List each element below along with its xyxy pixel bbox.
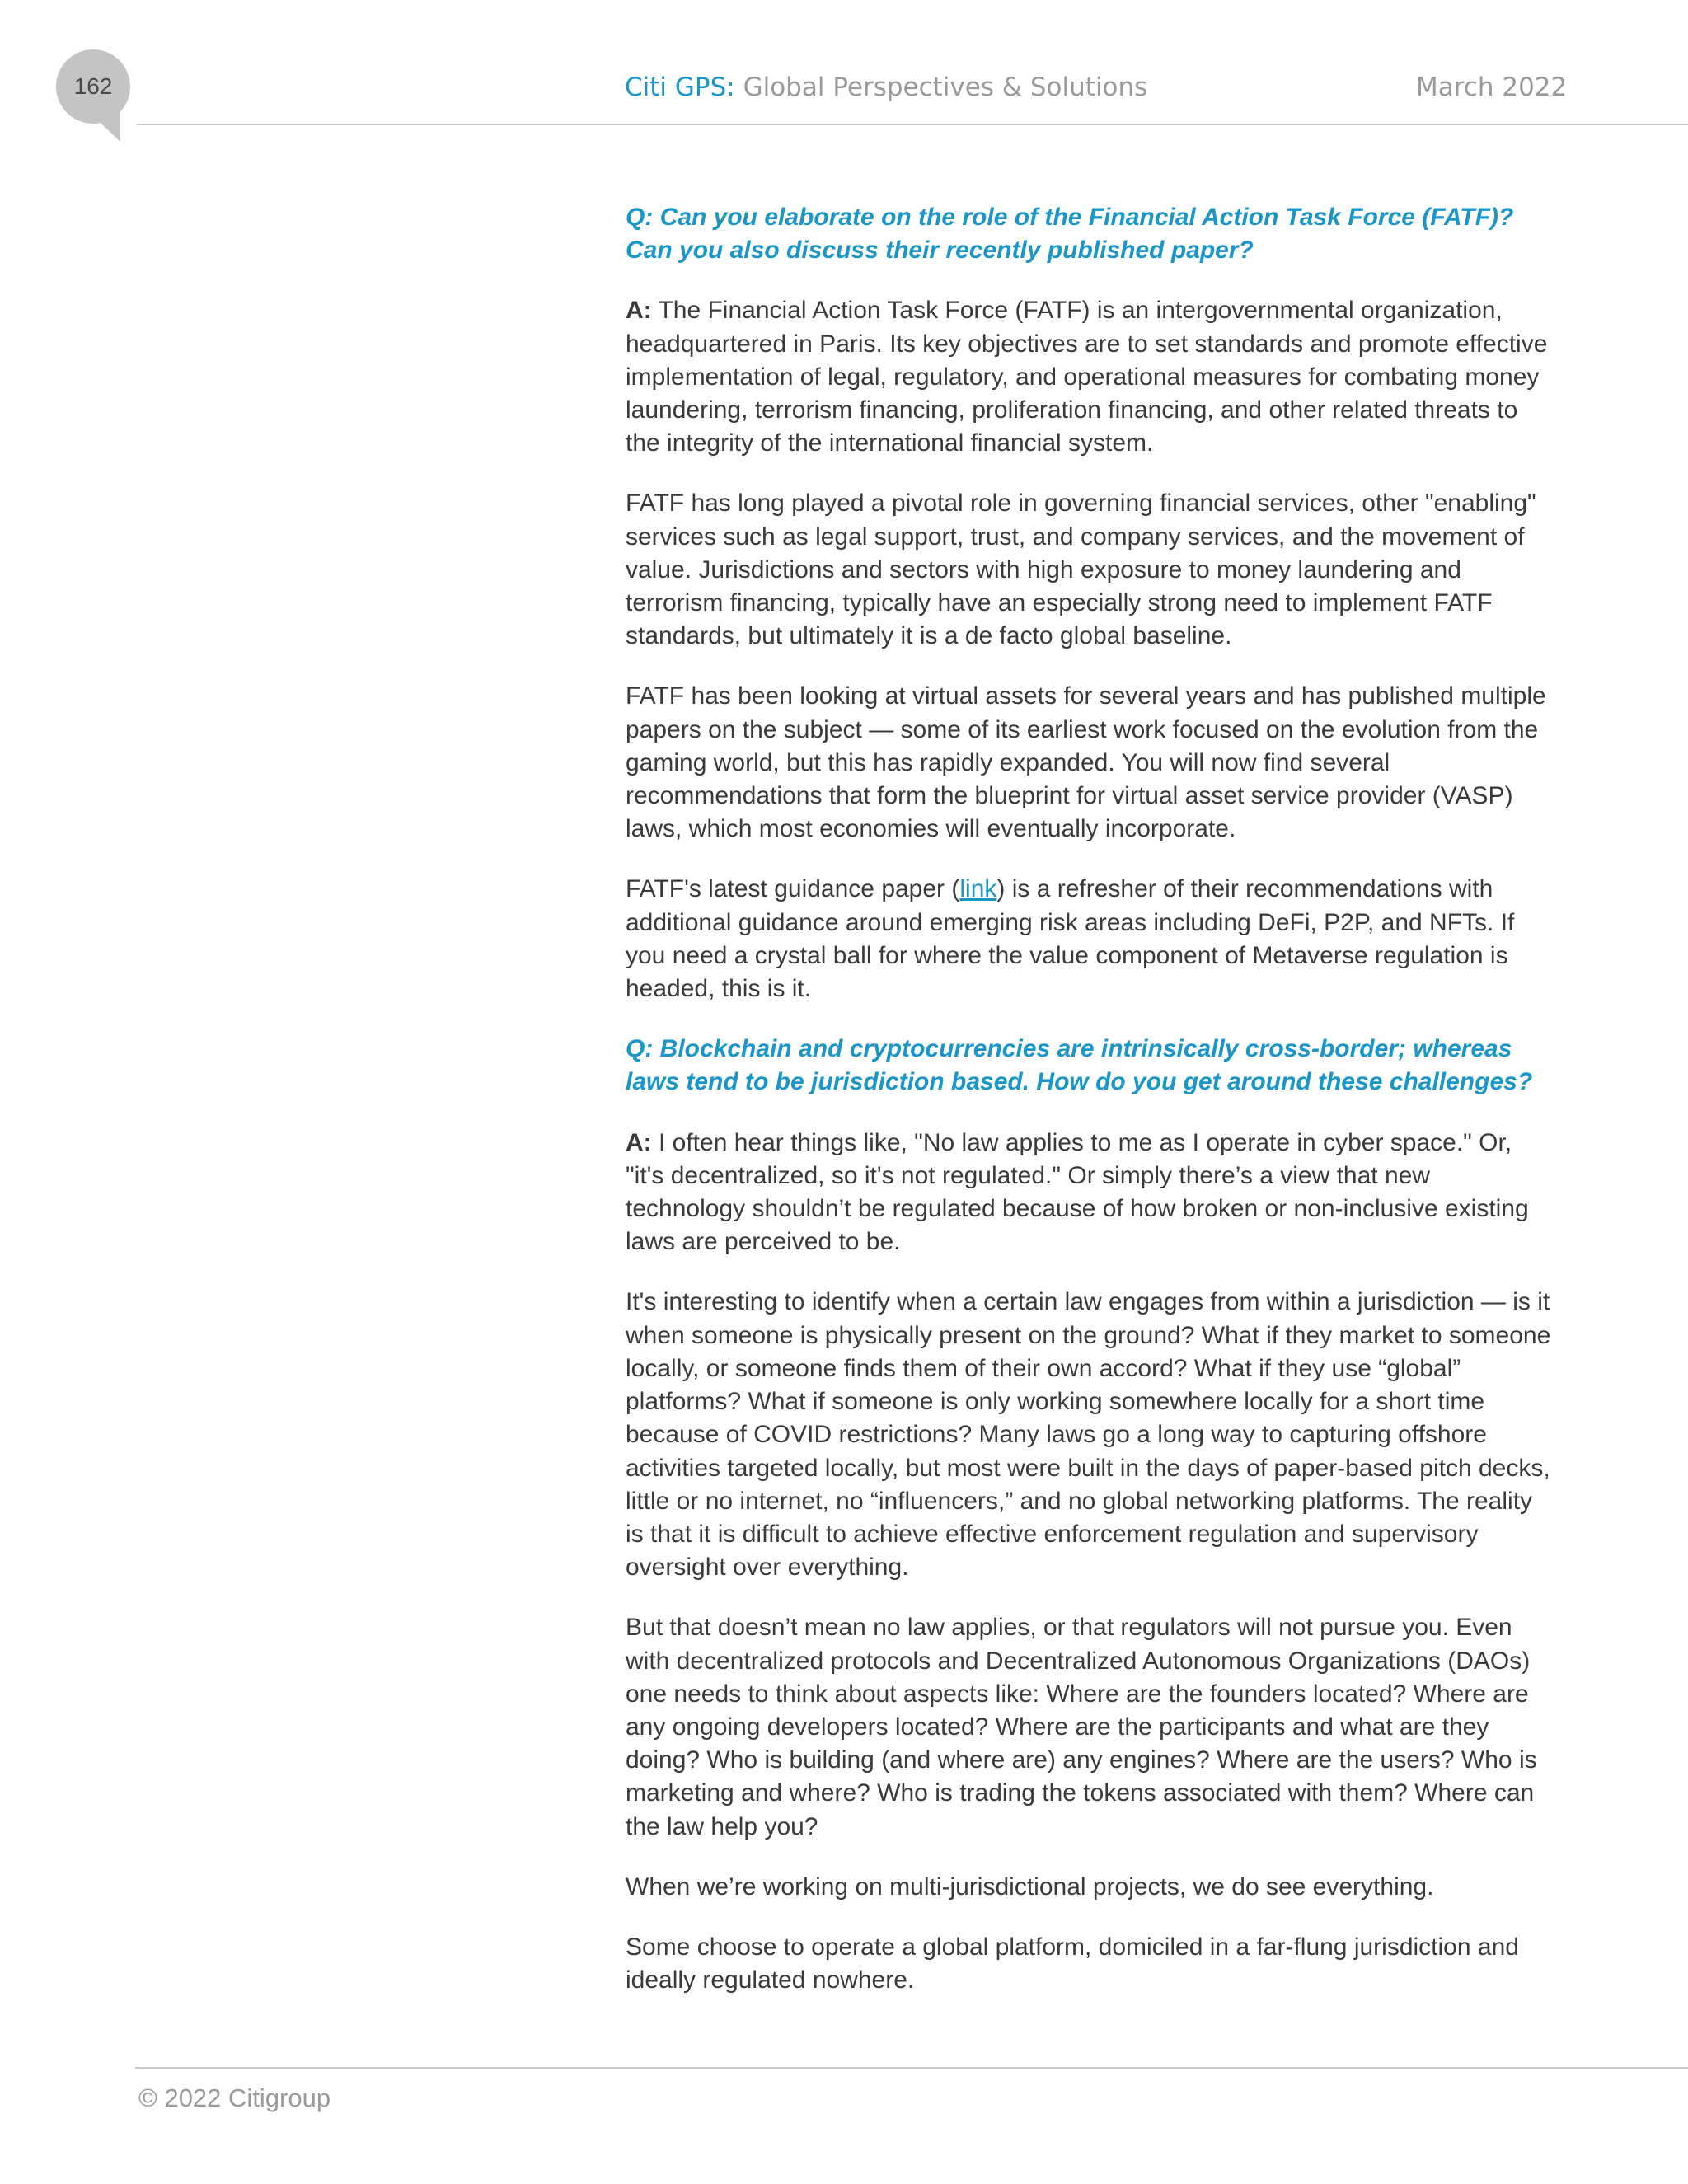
header-brand: Citi GPS: (625, 73, 735, 102)
question-2 (626, 1033, 1553, 1099)
answer-2-paragraph-2: It's interesting to identify when a certain law engages from within a jurisdiction — is it when someone is physically present on the ground? What if they market to someone locally, or someone finds them of their own accord? What if they use “global” platforms? What if someone is only working somewhere locally for a short time because of COVID restrictions? Many laws go a long way to capturing offshore activities targeted locally, but most were built in the days of paper-based pitch decks, little or no internet, no “influencers,” and no global networking platforms. The reality is that it is difficult to achieve effective enforcement regulation and supervisory oversight over everything. (626, 1288, 1551, 1582)
answer-2-text: I often hear things like, "No law applies to me as I operate in cyber space." Or, "it's decentralized, so it's not regulated." Or simply there’s a view that new technology shouldn’t be regulated because of how broken or non-inclusive existing laws are perceived to be. (626, 1128, 1529, 1256)
paragraph-text: ) is a refresher of their recommendations with additional guidance around emerging risk areas including DeFi, P2P, and NFTs. If you need a crystal ball for where the value component of Metaverse regulation is headed, this is it. (626, 875, 1515, 1003)
footer-divider (135, 2067, 1688, 2069)
answer-2-paragraph-4: When we’re working on multi-jurisdictional projects, we do see everything. (626, 1872, 1434, 1900)
question-1-line-1: Q: Can you elaborate on the role of the Financial Action Task Force (FATF)? (626, 204, 1514, 231)
answer-2-paragraph-1 (626, 1127, 1553, 1259)
question-2-line-2: laws tend to be jurisdiction based. How do you get around these challenges? (626, 1068, 1533, 1096)
header-date: March 2022 (1416, 73, 1568, 102)
header-subtitle: Global Perspectives & Solutions (734, 73, 1148, 102)
header-divider (137, 124, 1688, 125)
answer-2-paragraph-5: Some choose to operate a global platform, domiciled in a far-flung jurisdiction and ideally regulated nowhere. (626, 1933, 1519, 1994)
article-body (626, 201, 1553, 2024)
answer-1-paragraph-3: FATF has been looking at virtual assets for several years and has published multiple papers on the subject — some of its earliest work focused on the evolution from the gaming world, but this has rapidly expanded. You will now find several recommendations that form the blueprint for virtual asset service provider (VASP) laws, which most economies will eventually incorporate. (626, 682, 1546, 843)
answer-label: A: (626, 297, 652, 325)
page-number-badge-tail (89, 112, 120, 142)
question-1-line-2: Can you also discuss their recently published paper? (626, 237, 1254, 265)
question-1 (626, 201, 1553, 267)
paragraph-text: FATF's latest guidance paper ( (626, 875, 960, 903)
answer-label: A: (626, 1128, 652, 1156)
footer-copyright: © 2022 Citigroup (138, 2083, 331, 2112)
fatf-guidance-link[interactable]: link (959, 875, 997, 903)
answer-1-paragraph-2: FATF has long played a pivotal role in governing financial services, other "enabling" services such as legal support, trust, and company services, and the movement of value. Jurisdictions and sectors with high exposure to money laundering and terrorism financing, typically have an especially strong need to implement FATF standards, but ultimately it is a de facto global baseline. (626, 490, 1536, 650)
question-2-line-1: Q: Blockchain and cryptocurrencies are intrinsically cross-border; whereas (626, 1035, 1512, 1063)
answer-1-text: The Financial Action Task Force (FATF) is an intergovernmental organization, headquartered in Paris. Its key objectives are to set standards and promote effective implementation of legal, regulatory, and operational measures for combating money laundering, terrorism financing, proliferation financing, and other related threats to the integrity of the international financial system. (626, 297, 1548, 457)
answer-1-paragraph-4 (626, 873, 1553, 1005)
answer-1-paragraph-1 (626, 294, 1553, 460)
page-number: 162 (73, 73, 113, 99)
answer-2-paragraph-3: But that doesn’t mean no law applies, or that regulators will not pursue you. Even with decentralized protocols and Decentralized Autonomous Organizations (DAOs) one needs to think about aspects like: Where are the founders located? Where are any ongoing developers located? Where are the participants and what are they doing? Who is building (and where are) any engines? Where are the users? Who is marketing and where? Who is trading the tokens associated with them? Where can the law help you? (626, 1614, 1537, 1840)
header-title (625, 73, 1147, 102)
